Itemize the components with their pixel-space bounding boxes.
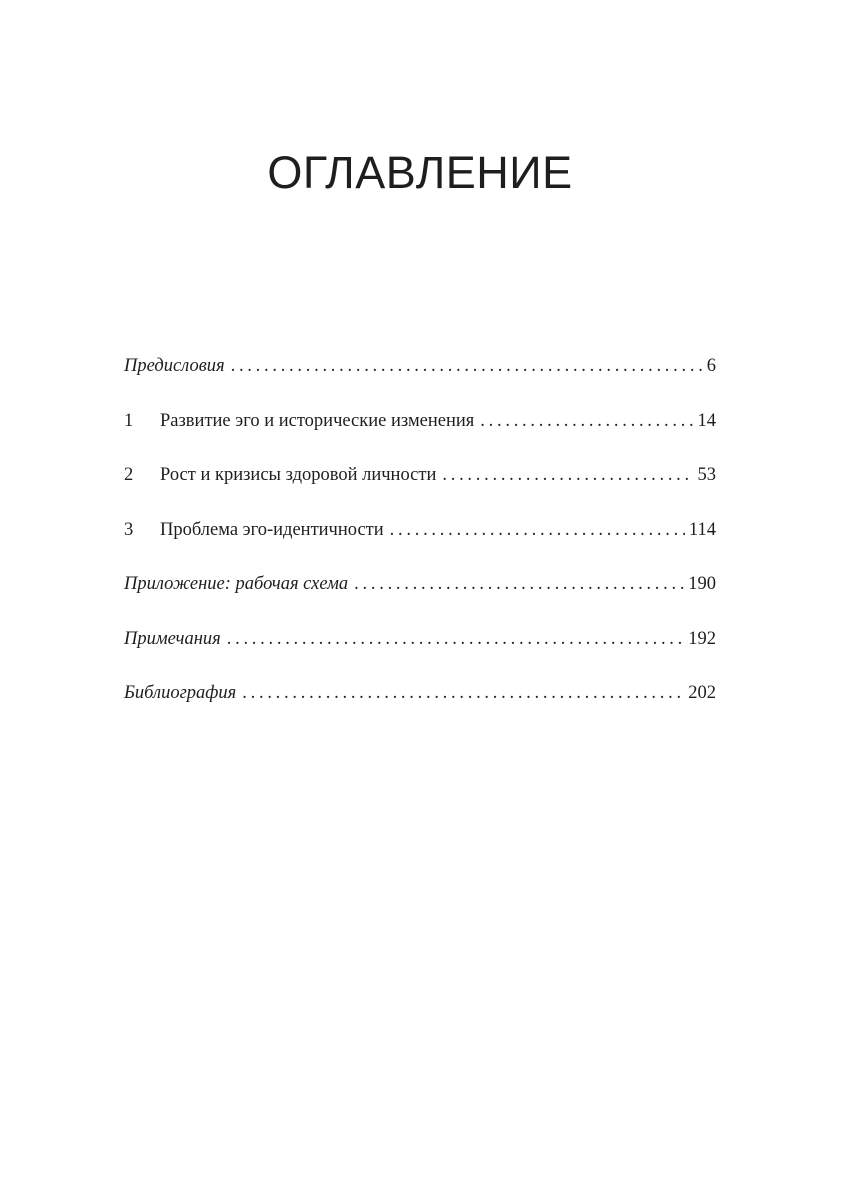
toc-entry-label: Рост и кризисы здоровой личности xyxy=(160,465,437,485)
toc-entry-preface xyxy=(124,356,716,383)
toc-entry-page: 6 xyxy=(706,356,716,376)
toc-entry-page: 14 xyxy=(697,410,716,431)
dot-leader xyxy=(354,574,684,595)
toc-entry-page: 190 xyxy=(688,574,716,594)
toc-entry-number: 3 xyxy=(124,519,134,540)
toc-entry-appendix xyxy=(124,574,716,601)
table-of-contents xyxy=(124,356,716,738)
dot-leader xyxy=(231,356,703,377)
dot-leader xyxy=(442,465,693,486)
toc-entry-label: Библиография xyxy=(124,683,237,703)
toc-entry-label: Примечания xyxy=(124,628,221,649)
dot-leader xyxy=(390,520,685,541)
toc-entry-label: Приложение: рабочая схема xyxy=(124,574,349,594)
toc-entry-chapter-1 xyxy=(124,411,716,438)
toc-entry-number: 2 xyxy=(124,465,134,485)
toc-entry-label: Проблема эго-идентичности xyxy=(160,519,384,540)
toc-entry-page: 202 xyxy=(688,683,716,703)
dot-leader xyxy=(242,683,684,704)
dot-leader xyxy=(227,629,685,650)
toc-entry-bibliography xyxy=(124,683,716,710)
toc-entry-page: 192 xyxy=(688,628,716,649)
toc-entry-notes xyxy=(124,629,716,656)
toc-entry-label: Развитие эго и исторические изменения xyxy=(160,410,475,431)
toc-entry-number: 1 xyxy=(124,410,134,431)
toc-entry-page: 53 xyxy=(697,465,716,485)
toc-entry-label: Предисловия xyxy=(124,356,225,376)
toc-entry-chapter-2 xyxy=(124,465,716,492)
toc-entry-chapter-3 xyxy=(124,520,716,547)
toc-entry-page: 114 xyxy=(688,519,716,540)
dot-leader xyxy=(480,411,693,432)
page-title: ОГЛАВЛЕНИЕ xyxy=(267,147,573,198)
